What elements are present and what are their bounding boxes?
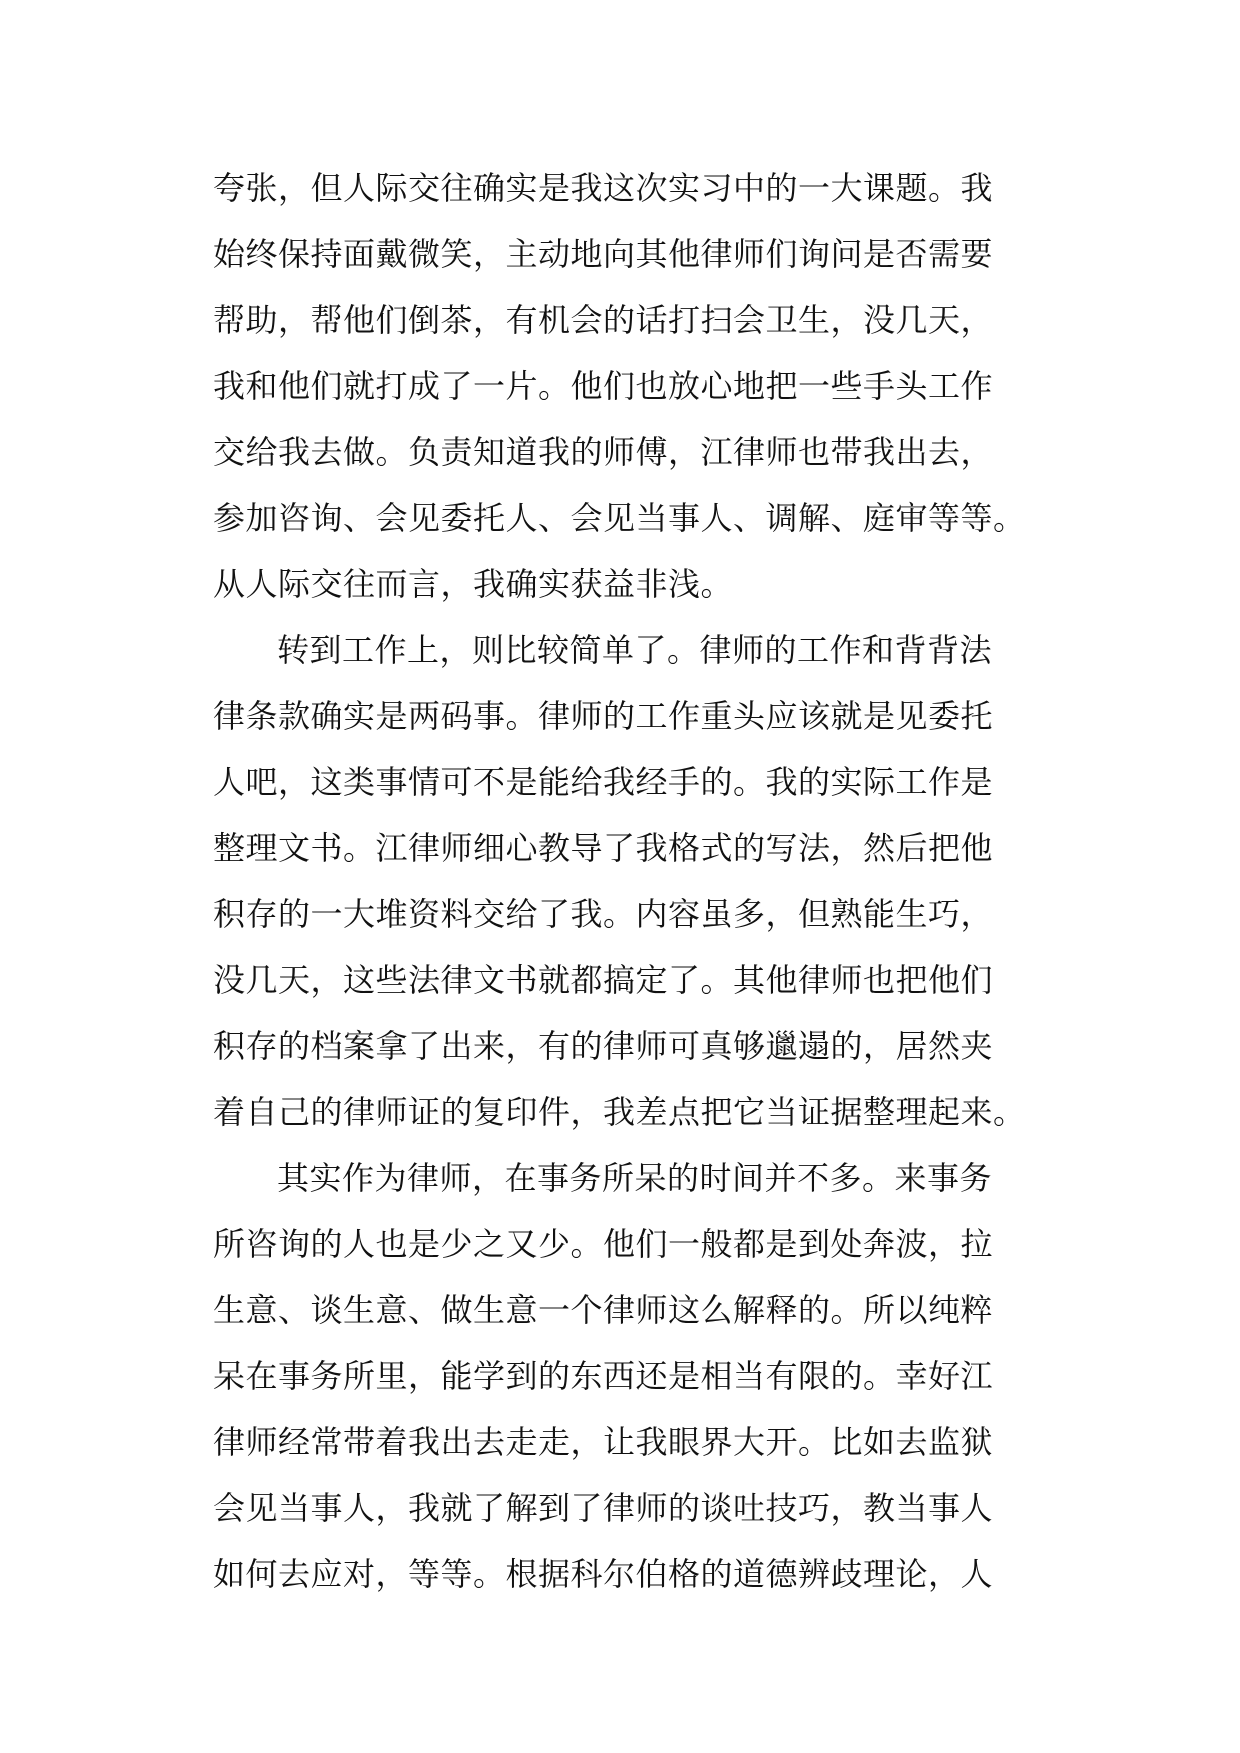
text-line: 整理文书。江律师细心教导了我格式的写法，然后把他 (213, 829, 994, 867)
text-line: 呆在事务所里，能学到的东西还是相当有限的。幸好江 (213, 1357, 994, 1395)
text-line: 始终保持面戴微笑，主动地向其他律师们询问是否需要 (213, 235, 994, 273)
text-line: 人吧，这类事情可不是能给我经手的。我的实际工作是 (213, 763, 994, 801)
text-line: 从人际交往而言，我确实获益非浅。 (213, 565, 734, 603)
paragraph-start-line: 转到工作上，则比较简单了。律师的工作和背背法 (277, 631, 993, 669)
text-line: 我和他们就打成了一片。他们也放心地把一些手头工作 (213, 367, 994, 405)
text-line: 律条款确实是两码事。律师的工作重头应该就是见委托 (213, 697, 994, 735)
text-line: 律师经常带着我出去走走，让我眼界大开。比如去监狱 (213, 1423, 994, 1461)
text-line: 交给我去做。负责知道我的师傅，江律师也带我出去， (213, 433, 994, 471)
text-line: 会见当事人，我就了解到了律师的谈吐技巧，教当事人 (213, 1489, 994, 1527)
text-line: 参加咨询、会见委托人、会见当事人、调解、庭审等等。 (213, 499, 1026, 537)
paragraph-start-line: 其实作为律师，在事务所呆的时间并不多。来事务 (277, 1159, 993, 1197)
text-line: 所咨询的人也是少之又少。他们一般都是到处奔波，拉 (213, 1225, 994, 1263)
text-line: 积存的档案拿了出来，有的律师可真够邋遢的，居然夹 (213, 1027, 994, 1065)
text-line: 帮助，帮他们倒茶，有机会的话打扫会卫生，没几天， (213, 301, 994, 339)
text-line: 如何去应对，等等。根据科尔伯格的道德辨歧理论，人 (213, 1555, 994, 1593)
text-line: 着自己的律师证的复印件，我差点把它当证据整理起来。 (213, 1093, 1026, 1131)
text-line: 夸张，但人际交往确实是我这次实习中的一大课题。我 (213, 169, 994, 207)
text-line: 积存的一大堆资料交给了我。内容虽多，但熟能生巧， (213, 895, 994, 933)
text-line: 生意、谈生意、做生意一个律师这么解释的。所以纯粹 (213, 1291, 994, 1329)
text-line: 没几天，这些法律文书就都搞定了。其他律师也把他们 (213, 961, 994, 999)
document-body (213, 155, 1073, 1607)
